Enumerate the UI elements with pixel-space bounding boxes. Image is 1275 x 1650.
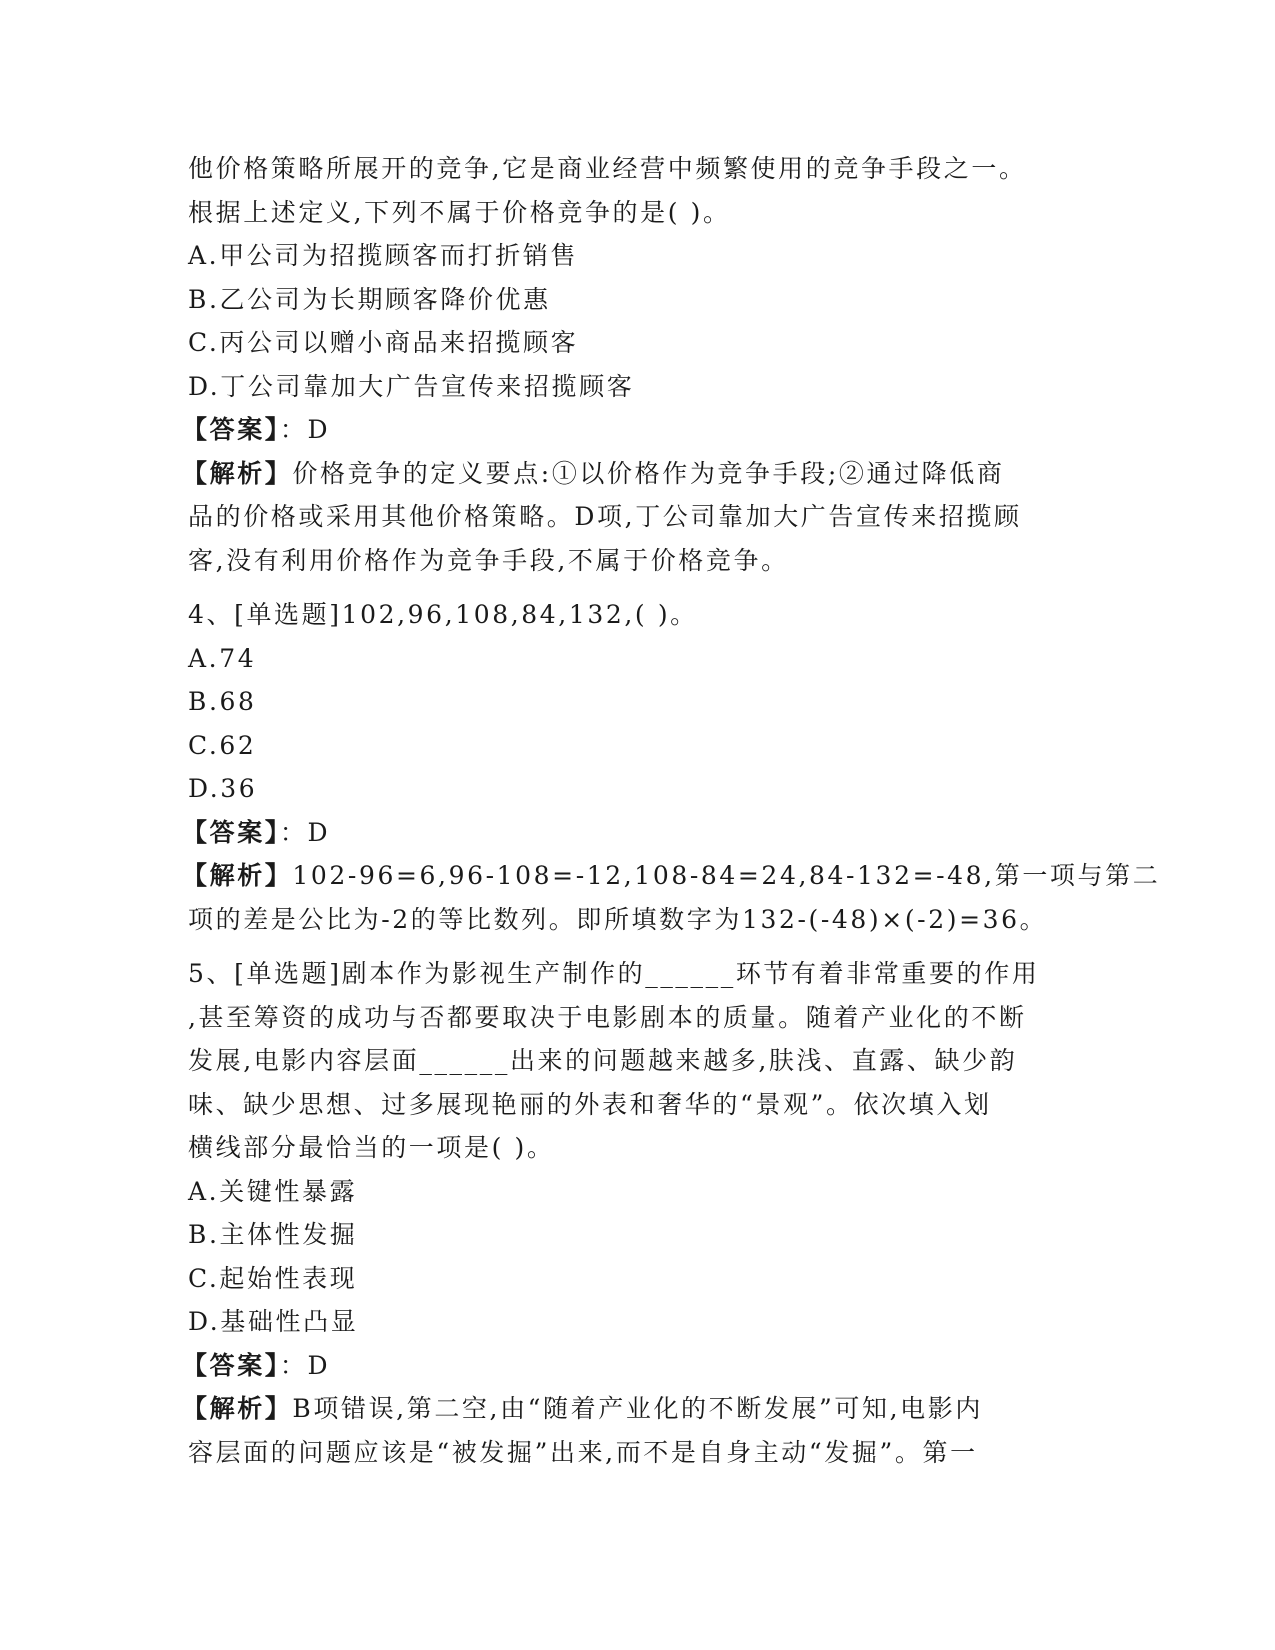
answer-value: ：D (279, 817, 331, 847)
question-5-stem-line-2: ,甚至筹资的成功与否都要取决于电影剧本的质量。随着产业化的不断 (188, 1002, 1027, 1032)
question-3-analysis-line-1 (182, 452, 1088, 496)
question-4 (182, 593, 1161, 941)
question-5-answer (182, 1344, 1088, 1388)
question-5-option-a: A.关键性暴露 (188, 1176, 358, 1206)
question-3-option-d: D.丁公司靠加大广告宣传来招揽顾客 (188, 371, 635, 401)
question-3-option-a: A.甲公司为招揽顾客而打折销售 (188, 241, 579, 270)
question-3-stem-line-2: 根据上述定义,下列不属于价格竞争的是( )。 (188, 197, 731, 227)
question-4-answer (182, 811, 1088, 855)
answer-label: 【答案】 (182, 817, 280, 847)
question-5-stem-line-4: 味、缺少思想、过多展现艳丽的外表和奢华的“景观”。依次填入划 (188, 1089, 992, 1119)
question-3-stem-line-1: 他价格策略所展开的竞争,它是商业经营中频繁使用的竞争手段之一。 (188, 154, 1027, 183)
question-4-option-a: A.74 (188, 643, 257, 673)
question-3-analysis-line-2: 品的价格或采用其他价格策略。D项,丁公司靠加大广告宣传来招揽顾 (188, 502, 1022, 531)
question-4-option-d: D.36 (188, 774, 258, 803)
answer-label: 【答案】 (182, 1350, 280, 1380)
document-page (182, 147, 1161, 1474)
question-5-analysis-line-1 (182, 1387, 1088, 1431)
question-4-option-c: C.62 (188, 730, 257, 760)
analysis-label: 【解析】 (182, 1394, 293, 1423)
question-4-analysis-line-1 (182, 854, 1161, 898)
analysis-text: 102-96=6,96-108=-12,108-84=24,84-132=-48,第一项与第二 (292, 861, 1161, 890)
question-5-option-c: C.起始性表现 (188, 1263, 358, 1293)
analysis-text: B项错误,第二空,由“随着产业化的不断发展”可知,电影内 (292, 1394, 983, 1423)
question-3-analysis-line-3: 客,没有利用价格作为竞争手段,不属于价格竞争。 (188, 545, 789, 575)
question-3-option-c: C.丙公司以赠小商品来招揽顾客 (188, 328, 579, 357)
question-4-option-b: B.68 (188, 687, 257, 716)
question-5-stem-line-1: 5、[单选题]剧本作为影视生产制作的______环节有着非常重要的作用 (188, 959, 1040, 988)
question-5-option-b: B.主体性发掘 (188, 1220, 358, 1249)
question-5-stem-line-5: 横线部分最恰当的一项是( )。 (188, 1133, 555, 1162)
analysis-text: 价格竞争的定义要点:①以价格作为竞争手段;②通过降低商 (292, 458, 1005, 488)
question-5 (182, 952, 1088, 1474)
answer-label: 【答案】 (182, 415, 280, 444)
question-4-stem-line-1: 4、[单选题]102,96,108,84,132,( )。 (188, 600, 698, 629)
analysis-label: 【解析】 (182, 861, 293, 890)
answer-value: ：D (279, 415, 331, 444)
question-3-answer (182, 408, 1088, 452)
analysis-label: 【解析】 (182, 458, 293, 488)
question-5-analysis-line-2: 容层面的问题应该是“被发掘”出来,而不是自身主动“发掘”。第一 (188, 1437, 978, 1467)
answer-value: ：D (279, 1350, 331, 1380)
question-4-analysis-line-2: 项的差是公比为-2的等比数列。即所填数字为132-(-48)×(-2)=36。 (188, 904, 1048, 934)
question-3 (182, 147, 1088, 582)
question-5-option-d: D.基础性凸显 (188, 1307, 359, 1336)
question-5-stem-line-3: 发展,电影内容层面______出来的问题越来越多,肤浅、直露、缺少韵 (188, 1046, 1018, 1075)
question-3-option-b: B.乙公司为长期顾客降价优惠 (188, 284, 551, 314)
